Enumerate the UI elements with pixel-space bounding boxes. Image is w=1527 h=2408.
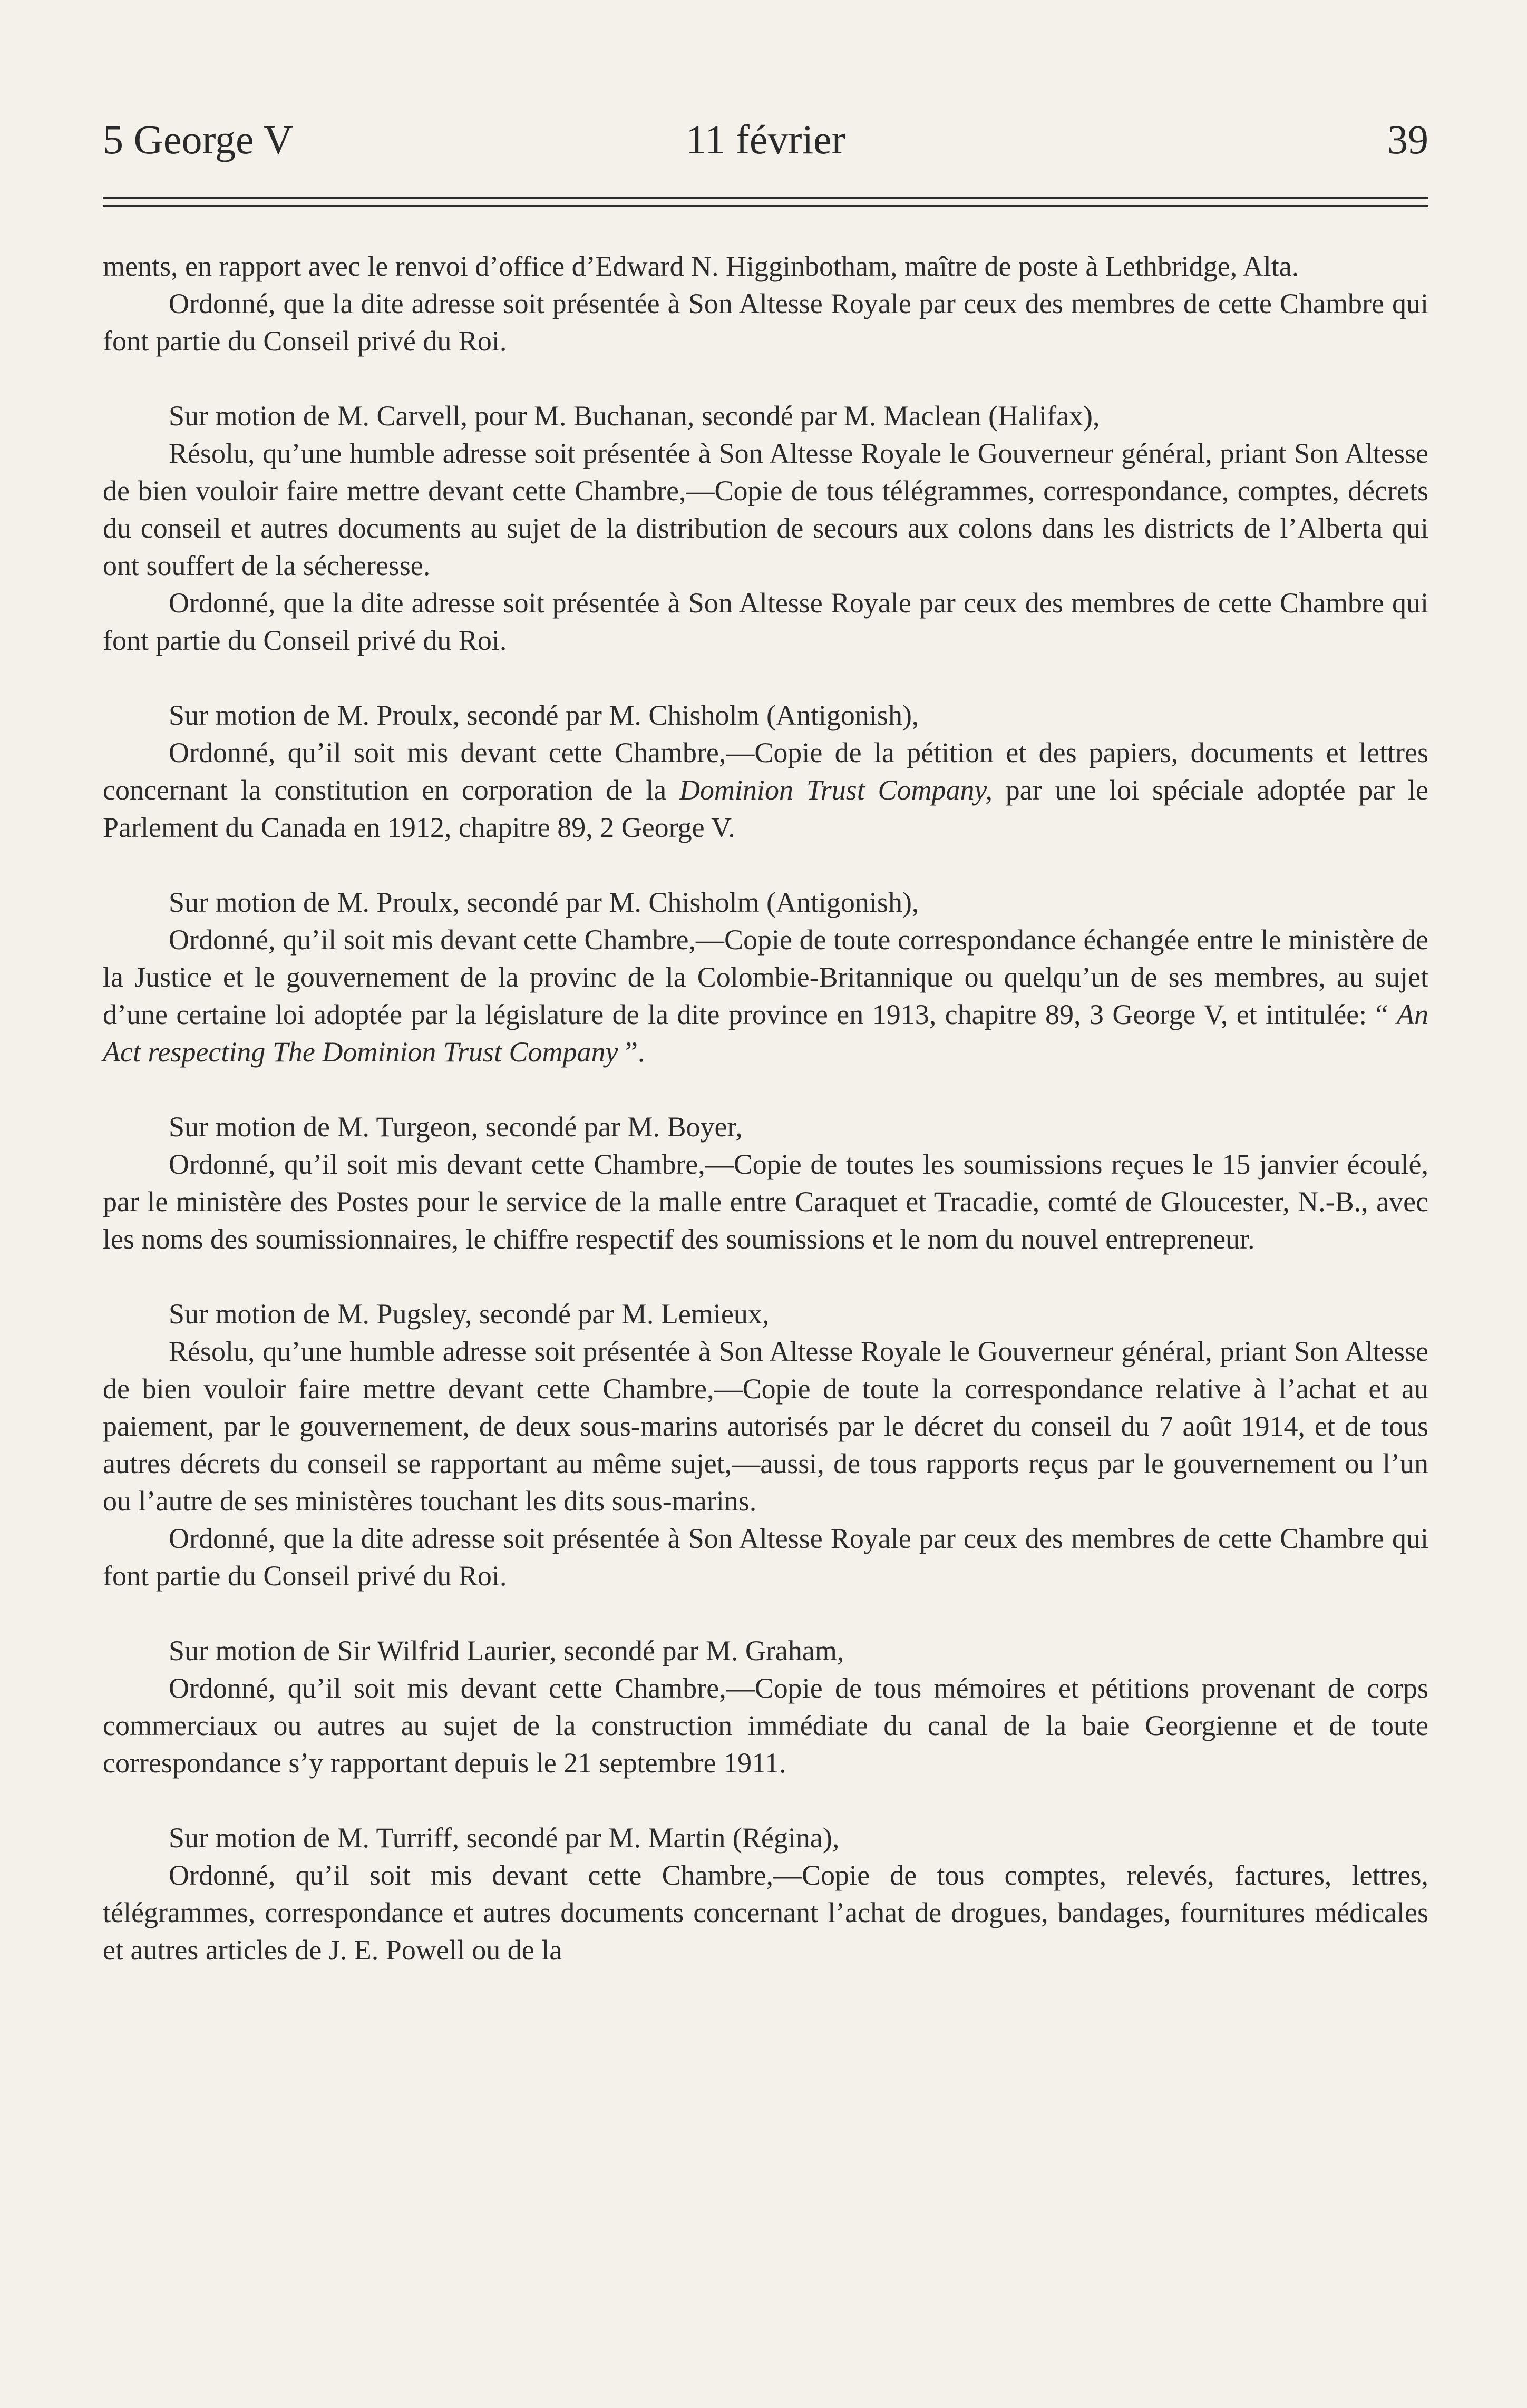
motion-heading: Sur motion de M. Carvell, pour M. Buchanan, secondé par M. Maclean (Halifax), — [169, 400, 1100, 432]
italic-title: Dominion Trust Company, — [679, 774, 993, 806]
paragraph-ordonne: Ordonné, que la dite adresse soit présentée à Son Altesse Royale par ceux des membres de cette Chambre qui font partie du Conseil privé du Roi. — [103, 1523, 1428, 1592]
text-run: Ordonné, qu’il soit mis devant cette Chambre,—Copie de la pétition et des papiers, documents et lettres concernant la constitution en corporation de la — [103, 737, 1428, 806]
page-header — [103, 113, 1428, 166]
regnal-year: 5 George V — [103, 116, 294, 162]
paragraph-ordonne: Ordonné, qu’il soit mis devant cette Chambre,—Copie de toutes les soumissions reçues le 15 janvier écoulé, par le ministère des Postes pour le service de la malle entre Caraquet et Tracadie, comté de Gloucester, N.-B., avec les noms des soumissionnaires, le chiffre respectif des soumissions et le nom du nouvel entrepreneur. — [103, 1148, 1428, 1255]
motion-heading: Sur motion de Sir Wilfrid Laurier, secondé par M. Graham, — [169, 1635, 844, 1666]
motion-heading: Sur motion de M. Proulx, secondé par M. Chisholm (Antigonish), — [169, 886, 919, 918]
date-heading: 11 février — [686, 116, 845, 162]
paragraph-ordonne: Ordonné, que la dite adresse soit présentée à Son Altesse Royale par ceux des membres de cette Chambre qui font partie du Conseil privé du Roi. — [103, 288, 1428, 357]
motion-heading: Sur motion de M. Proulx, secondé par M. Chisholm (Antigonish), — [169, 699, 919, 731]
body-text — [103, 248, 1428, 1969]
paragraph-ordonne — [103, 921, 1428, 1071]
page-number: 39 — [1387, 116, 1428, 162]
text-run: par une loi spéciale adoptée par le Parlement du Canada en 1912, chapitre 89, 2 George V. — [103, 774, 1428, 843]
motion-heading: Sur motion de M. Turriff, secondé par M. Martin (Régina), — [169, 1822, 840, 1854]
motion-heading: Sur motion de M. Pugsley, secondé par M. Lemieux, — [169, 1298, 770, 1330]
paragraph-continuation: ments, en rapport avec le renvoi d’office d’Edward N. Higginbotham, maître de poste à Lethbridge, Alta. — [103, 250, 1299, 282]
paragraph-ordonne: Ordonné, qu’il soit mis devant cette Chambre,—Copie de tous comptes, relevés, factures, lettres, télégrammes, correspondance et autres documents concernant l’achat de drogues, bandages, fournitures médicales et autres articles de J. E. Powell ou de la — [103, 1859, 1428, 1966]
motion-heading: Sur motion de M. Turgeon, secondé par M. Boyer, — [169, 1111, 743, 1143]
document-page — [103, 0, 1428, 2408]
text-run: Ordonné, qu’il soit mis devant cette Chambre,—Copie de toute correspondance échangée entre le ministère de la Justice et le gouvernement de la provinc de la Colombie-Britannique ou quelqu’un de ses membres, au sujet d’une certaine loi adoptée par la législature de la dite province en 1913, chapitre 89, 3 George V, et intitulée: “ — [103, 924, 1428, 1030]
paragraph-ordonne: Ordonné, qu’il soit mis devant cette Chambre,—Copie de tous mémoires et pétitions provenant de corps commerciaux ou autres au sujet de la construction immédiate du canal de la baie Georgienne et de toute correspondance s’y rapportant depuis le 21 septembre 1911. — [103, 1672, 1428, 1779]
paragraph-resolu: Résolu, qu’une humble adresse soit présentée à Son Altesse Royale le Gouverneur général, priant Son Altesse de bien vouloir faire mettre devant cette Chambre,—Copie de toute la correspondance relative à l’achat et au paiement, par le gouvernement, de deux sous-marins autorisés par le décret du conseil du 7 août 1914, et de tous autres décrets du conseil se rapportant au même sujet,—aussi, de tous rapports reçus par le gouvernement ou l’un ou l’autre de ses ministères touchant les dits sous-marins. — [103, 1335, 1428, 1517]
paragraph-ordonne: Ordonné, que la dite adresse soit présentée à Son Altesse Royale par ceux des membres de cette Chambre qui font partie du Conseil privé du Roi. — [103, 587, 1428, 656]
paragraph-ordonne — [103, 734, 1428, 846]
header-rule-bottom — [103, 205, 1428, 207]
italic-title: An Act respecting The Dominion Trust Company — [103, 999, 1428, 1068]
paragraph-resolu: Résolu, qu’une humble adresse soit présentée à Son Altesse Royale le Gouverneur général, priant Son Altesse de bien vouloir faire mettre devant cette Chambre,—Copie de tous télégrammes, correspondance, comptes, décrets du conseil et autres documents au sujet de la distribution de secours aux colons dans les districts de l’Alberta qui ont souffert de la sécheresse. — [103, 437, 1428, 581]
text-run: ”. — [618, 1036, 645, 1068]
header-rule-top — [103, 197, 1428, 199]
